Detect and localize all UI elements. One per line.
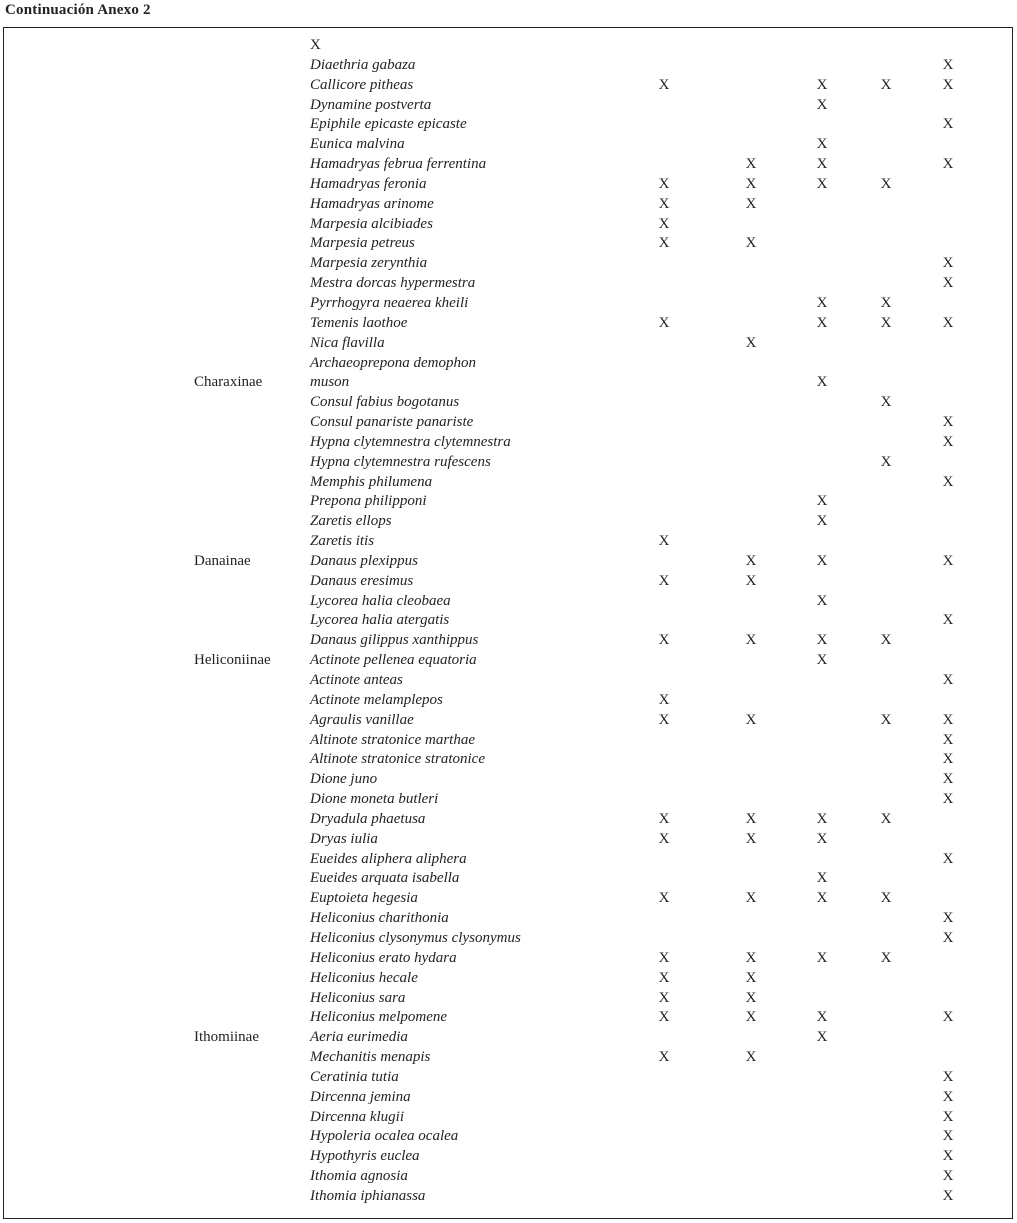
table-row	[0, 155, 1017, 175]
table-caption: Continuación Anexo 2	[5, 2, 151, 18]
presence-mark: X	[942, 433, 954, 450]
species-cell: Heliconius hecale	[310, 969, 418, 986]
presence-mark: X	[880, 294, 892, 311]
presence-mark: X	[658, 572, 670, 589]
table-row	[0, 830, 1017, 850]
presence-mark: X	[745, 989, 757, 1006]
presence-mark: X	[658, 215, 670, 232]
presence-mark: X	[745, 334, 757, 351]
presence-mark: X	[942, 771, 954, 788]
presence-mark: X	[816, 652, 828, 669]
species-cell: Zaretis ellops	[310, 513, 392, 530]
table-row	[0, 334, 1017, 354]
presence-mark: X	[880, 711, 892, 728]
presence-mark: X	[745, 195, 757, 212]
presence-mark: X	[942, 1009, 954, 1026]
presence-mark: X	[942, 850, 954, 867]
presence-mark: X	[658, 810, 670, 827]
table-row	[0, 731, 1017, 751]
presence-mark: X	[658, 235, 670, 252]
presence-mark: X	[816, 136, 828, 153]
table-row	[0, 969, 1017, 989]
presence-mark: X	[880, 453, 892, 470]
species-cell: Hamadryas februa ferrentina	[310, 156, 487, 173]
species-cell: Ithomia iphianassa	[310, 1187, 426, 1204]
table-row	[0, 790, 1017, 810]
presence-mark: X	[880, 632, 892, 649]
presence-mark: X	[816, 1029, 828, 1046]
species-table	[0, 36, 1017, 1207]
presence-mark: X	[745, 1009, 757, 1026]
table-row	[0, 215, 1017, 235]
table-row	[0, 1187, 1017, 1207]
species-cell: Hypoleria ocalea ocalea	[310, 1128, 459, 1145]
species-cell: Aeria eurimedia	[310, 1029, 408, 1046]
table-row	[0, 195, 1017, 215]
species-cell: Marpesia petreus	[310, 235, 415, 252]
presence-mark: X	[942, 910, 954, 927]
species-cell: Hypna clytemnestra rufescens	[310, 453, 491, 470]
table-row	[0, 611, 1017, 631]
presence-mark: X	[658, 949, 670, 966]
table-row	[0, 631, 1017, 651]
species-cell: Prepona philipponi	[310, 493, 427, 510]
species-cell: muson	[310, 374, 350, 391]
species-cell: Heliconius melpomene	[310, 1009, 448, 1026]
table-row	[0, 175, 1017, 195]
presence-mark: X	[942, 414, 954, 431]
presence-mark: X	[745, 235, 757, 252]
table-row	[0, 433, 1017, 453]
table-row	[0, 711, 1017, 731]
species-cell: Marpesia alcibiades	[310, 215, 433, 232]
table-row	[0, 36, 1017, 56]
species-cell: Hypothyris euclea	[310, 1148, 420, 1165]
species-cell: Dryadula phaetusa	[310, 810, 426, 827]
presence-mark: X	[942, 1068, 954, 1085]
table-row	[0, 96, 1017, 116]
presence-mark: X	[658, 632, 670, 649]
table-row	[0, 512, 1017, 532]
presence-mark: X	[816, 175, 828, 192]
table-row	[0, 135, 1017, 155]
table-row	[0, 254, 1017, 274]
presence-mark: X	[942, 672, 954, 688]
table-row	[0, 314, 1017, 334]
presence-mark: X	[658, 76, 670, 93]
species-cell: Hypna clytemnestra clytemnestra	[310, 433, 511, 450]
presence-mark: X	[942, 156, 954, 173]
table-row	[0, 869, 1017, 889]
table-row	[0, 1088, 1017, 1108]
presence-mark: X	[880, 394, 892, 411]
species-cell: Epiphile epicaste epicaste	[310, 116, 467, 133]
presence-mark: X	[745, 830, 757, 847]
presence-mark: X	[816, 493, 828, 510]
table-row	[0, 1048, 1017, 1068]
species-cell: Dircenna klugii	[310, 1108, 405, 1125]
subfamily-cell: Charaxinae	[194, 374, 263, 391]
presence-mark: X	[816, 374, 828, 391]
presence-mark: X	[942, 731, 954, 748]
species-cell: Pyrrhogyra neaerea kheili	[310, 294, 469, 311]
presence-mark: X	[816, 513, 828, 530]
presence-mark: X	[942, 255, 954, 272]
table-row	[0, 413, 1017, 433]
presence-mark: X	[942, 275, 954, 292]
presence-mark: X	[658, 195, 670, 212]
species-cell: Danaus plexippus	[310, 552, 418, 569]
presence-mark: X	[816, 890, 828, 907]
species-cell: Ceratinia tutia	[310, 1068, 399, 1085]
presence-mark: X	[816, 552, 828, 569]
table-row	[0, 691, 1017, 711]
species-cell: Mestra dorcas hypermestra	[310, 275, 476, 292]
presence-mark: X	[658, 969, 670, 986]
table-row	[0, 56, 1017, 76]
species-cell: Altinote stratonice marthae	[310, 731, 475, 748]
presence-mark: X	[745, 572, 757, 589]
presence-mark: X	[942, 612, 954, 629]
presence-mark: X	[942, 1187, 954, 1204]
presence-mark: X	[942, 76, 954, 93]
table-row	[0, 373, 1017, 393]
table-row	[0, 234, 1017, 254]
presence-mark: X	[745, 969, 757, 986]
table-row	[0, 453, 1017, 473]
subfamily-cell: Danainae	[194, 552, 251, 569]
species-cell: Consul panariste panariste	[310, 414, 474, 431]
presence-mark: X	[816, 949, 828, 966]
species-cell: Actinote melamplepos	[310, 691, 443, 708]
presence-mark: X	[658, 533, 670, 550]
table-row	[0, 750, 1017, 770]
table-row	[0, 810, 1017, 830]
species-cell: Dynamine postverta	[310, 96, 432, 113]
table-row	[0, 1147, 1017, 1167]
species-cell: Mechanitis menapis	[310, 1049, 431, 1066]
presence-mark: X	[942, 929, 954, 946]
table-row	[0, 1068, 1017, 1088]
species-cell: Temenis laothoe	[310, 314, 408, 331]
species-cell: Euptoieta hegesia	[310, 890, 418, 907]
species-cell: Dione moneta butleri	[310, 791, 439, 808]
presence-mark: X	[880, 175, 892, 192]
presence-mark: X	[942, 116, 954, 133]
table-row	[0, 770, 1017, 790]
presence-mark: X	[880, 890, 892, 907]
species-cell: Archaeoprepona demophon	[310, 354, 476, 371]
presence-mark: X	[745, 949, 757, 966]
species-cell: Consul fabius bogotanus	[310, 394, 460, 411]
presence-mark: X	[942, 1088, 954, 1105]
presence-mark: X	[942, 1168, 954, 1185]
presence-mark: X	[658, 1009, 670, 1026]
species-cell: Eueides arquata isabella	[310, 870, 460, 887]
table-row	[0, 889, 1017, 909]
table-row	[0, 294, 1017, 314]
presence-mark: X	[942, 552, 954, 569]
table-row	[0, 949, 1017, 969]
presence-mark: X	[816, 632, 828, 649]
species-cell: Ithomia agnosia	[310, 1168, 408, 1185]
presence-mark: X	[880, 76, 892, 93]
presence-mark: X	[880, 949, 892, 966]
subfamily-cell: Ithomiinae	[194, 1029, 259, 1046]
presence-mark: X	[942, 56, 954, 73]
presence-mark: X	[816, 294, 828, 311]
presence-mark: X	[658, 989, 670, 1006]
presence-mark: X	[658, 1049, 670, 1066]
presence-mark: X	[942, 1148, 954, 1165]
species-cell: Eueides aliphera aliphera	[310, 850, 467, 867]
table-row	[0, 651, 1017, 671]
species-cell: Callicore pitheas	[310, 76, 414, 93]
presence-mark: X	[658, 175, 670, 192]
presence-mark: X	[942, 1128, 954, 1145]
presence-mark: X	[880, 810, 892, 827]
presence-mark: X	[745, 711, 757, 728]
table-row	[0, 473, 1017, 493]
table-row	[0, 909, 1017, 929]
species-cell: Dircenna jemina	[310, 1088, 411, 1105]
presence-mark: X	[942, 1108, 954, 1125]
presence-mark: X	[816, 156, 828, 173]
species-cell: Nica flavilla	[310, 334, 385, 351]
presence-mark: X	[816, 76, 828, 93]
species-cell: Danaus gilippus xanthippus	[310, 632, 479, 649]
presence-mark: X	[658, 691, 670, 708]
presence-mark: X	[658, 314, 670, 331]
table-row	[0, 1167, 1017, 1187]
species-cell: Lycorea halia cleobaea	[310, 592, 451, 609]
table-row	[0, 76, 1017, 96]
presence-mark: X	[745, 552, 757, 569]
table-row	[0, 274, 1017, 294]
table-row	[0, 671, 1017, 691]
species-cell: Heliconius clysonymus clysonymus	[310, 929, 521, 946]
presence-mark: X	[942, 791, 954, 808]
table-row	[0, 492, 1017, 512]
species-cell: Actinote anteas	[310, 672, 403, 688]
presence-mark: X	[816, 1009, 828, 1026]
table-row	[0, 929, 1017, 949]
species-cell: Memphis philumena	[310, 473, 433, 490]
species-cell: Hamadryas arinome	[310, 195, 434, 212]
table-row	[0, 572, 1017, 592]
presence-mark: X	[816, 830, 828, 847]
species-cell: Eunica malvina	[310, 136, 405, 153]
presence-mark: X	[745, 1049, 757, 1066]
presence-mark: X	[816, 314, 828, 331]
species-cell: Altinote stratonice stratonice	[310, 751, 485, 768]
table-row	[0, 1108, 1017, 1128]
table-row	[0, 552, 1017, 572]
species-cell: Zaretis itis	[310, 533, 375, 550]
subfamily-cell: Heliconiinae	[194, 652, 271, 669]
species-cell: Marpesia zerynthia	[310, 255, 428, 272]
presence-mark: X	[816, 592, 828, 609]
presence-mark: X	[942, 473, 954, 490]
table-row	[0, 393, 1017, 413]
presence-mark: X	[658, 711, 670, 728]
species-cell: Heliconius sara	[310, 989, 406, 1006]
presence-mark: X	[942, 711, 954, 728]
table-row	[0, 850, 1017, 870]
presence-mark: X	[745, 156, 757, 173]
table-row	[0, 354, 1017, 374]
species-cell: Heliconius charithonia	[310, 910, 449, 927]
table-row	[0, 532, 1017, 552]
presence-mark: X	[816, 810, 828, 827]
species-cell: Agraulis vanillae	[310, 711, 414, 728]
presence-mark: X	[745, 810, 757, 827]
species-cell: Lycorea halia atergatis	[310, 612, 450, 629]
presence-mark: X	[942, 314, 954, 331]
species-cell: X	[310, 37, 321, 53]
table-row	[0, 592, 1017, 612]
presence-mark: X	[942, 751, 954, 768]
presence-mark: X	[745, 890, 757, 907]
table-row	[0, 1127, 1017, 1147]
presence-mark: X	[658, 830, 670, 847]
table-row	[0, 115, 1017, 135]
presence-mark: X	[658, 890, 670, 907]
species-cell: Hamadryas feronia	[310, 175, 427, 192]
species-cell: Dione juno	[310, 771, 378, 788]
species-cell: Heliconius erato hydara	[310, 949, 457, 966]
species-cell: Diaethria gabaza	[310, 56, 416, 73]
table-row	[0, 989, 1017, 1009]
species-cell: Actinote pellenea equatoria	[310, 652, 477, 669]
presence-mark: X	[816, 96, 828, 113]
table-row	[0, 1008, 1017, 1028]
species-cell: Danaus eresimus	[310, 572, 414, 589]
table-row	[0, 1028, 1017, 1048]
presence-mark: X	[816, 870, 828, 887]
species-cell: Dryas iulia	[310, 830, 378, 847]
presence-mark: X	[745, 632, 757, 649]
presence-mark: X	[880, 314, 892, 331]
presence-mark: X	[745, 175, 757, 192]
